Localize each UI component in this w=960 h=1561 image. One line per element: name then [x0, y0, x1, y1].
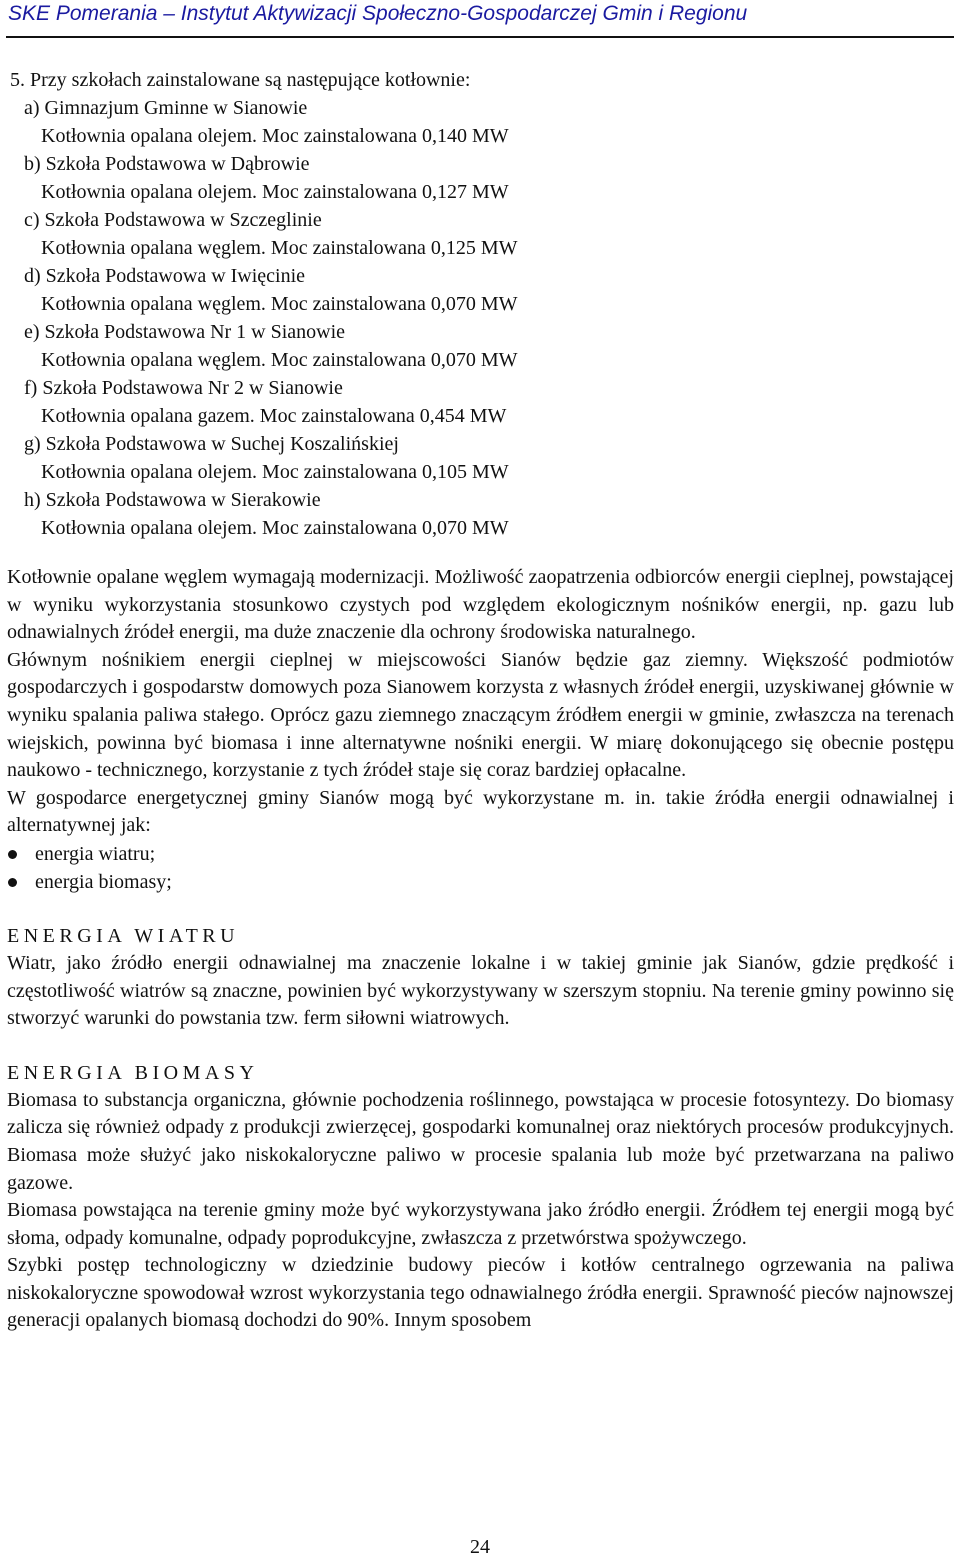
boiler-info: Kotłownia opalana gazem. Moc zainstalowana 0,454 MW: [41, 405, 507, 427]
section-heading-biomass: ENERGIA BIOMASY: [7, 1061, 259, 1084]
paragraph-main-heat-source: Głównym nośnikiem energii cieplnej w miejscowości Sianów będzie gaz ziemny. Większość podmiotów gospodarczych i gospodarstw domowych poza Sianowem korzysta z własnych źródeł energii, uzyskiwanej głównie w wyniku spalania paliwa stałego. Oprócz gazu ziemnego znaczącym źródłem energii w gminie, zwłaszcza na terenach wiejskich, powinna być biomasa i inne alternatywne nośniki energii. W miarę dokonującego się obecnie postępu naukowo - technicznego, korzystanie z tych źródeł staje się coraz bardziej opłacalne.: [7, 648, 954, 782]
boiler-list-heading: 5. Przy szkołach zainstalowane są następujące kotłownie:: [10, 69, 471, 91]
boiler-info: Kotłownia opalana węglem. Moc zainstalowana 0,070 MW: [41, 293, 518, 315]
school-name: a) Gimnazjum Gminne w Sianowie: [24, 97, 308, 119]
section-heading-wind: ENERGIA WIATRU: [7, 924, 240, 947]
header-title: SKE Pomerania – Instytut Aktywizacji Społeczno-Gospodarczej Gmin i Regionu: [8, 2, 748, 25]
school-name: h) Szkoła Podstawowa w Sierakowie: [24, 489, 321, 511]
bullet-icon: [8, 850, 17, 859]
school-name: e) Szkoła Podstawowa Nr 1 w Sianowie: [24, 321, 346, 343]
school-name: c) Szkoła Podstawowa w Szczeglinie: [24, 209, 322, 231]
boiler-info: Kotłownia opalana olejem. Moc zainstalowana 0,140 MW: [41, 125, 509, 147]
bullet-icon: [8, 878, 17, 887]
boiler-info: Kotłownia opalana olejem. Moc zainstalowana 0,127 MW: [41, 181, 509, 203]
school-name: g) Szkoła Podstawowa w Suchej Koszalińskiej: [24, 433, 399, 455]
school-name: f) Szkoła Podstawowa Nr 2 w Sianowie: [24, 377, 343, 399]
boiler-info: Kotłownia opalana olejem. Moc zainstalowana 0,070 MW: [41, 517, 509, 539]
list-item-text: energia wiatru;: [35, 842, 156, 865]
boiler-info: Kotłownia opalana węglem. Moc zainstalowana 0,070 MW: [41, 349, 518, 371]
paragraph-biomass-definition: Biomasa to substancja organiczna, głównie pochodzenia roślinnego, powstająca w procesie fotosyntezy. Do biomasy zalicza się również odpady z produkcji zwierzęcej, gospodarki komunalnej oraz niektórych procesów produkcyjnych. Biomasa może służyć jako niskokaloryczne paliwo w procesie spalania lub może być przetwarzana na paliwo gazowe.: [7, 1088, 954, 1194]
document-body: [7, 564, 954, 1335]
paragraph-wind: Wiatr, jako źródło energii odnawialnej ma znaczenie lokalne i w takiej gminie jak Sianów, gdzie prędkość i częstotliwość wiatrów są znaczne, powinien być wykorzystywany w szerszym stopniu. Na terenie gminy powinno się stworzyć warunki do powstania tzw. ferm siłowni wiatrowych.: [7, 951, 954, 1030]
school-name: d) Szkoła Podstawowa w Iwięcinie: [24, 265, 306, 287]
renewable-sources-list: [7, 840, 954, 896]
list-item: [7, 840, 954, 868]
paragraph-biomass-technology: Szybki postęp technologiczny w dziedzinie budowy pieców i kotłów centralnego ogrzewania na paliwa niskokaloryczne spowodował wzrost wykorzystania tego odnawialnego źródła energii. Sprawność pieców najnowszej generacji opalanych biomasą dochodzi do 90%. Innym sposobem: [7, 1254, 954, 1332]
paragraph-biomass-local: Biomasa powstająca na terenie gminy może być wykorzystywana jako źródło energii. Źródłem tej energii mogą być słoma, odpady komunalne, odpady poprodukcyjne, zwłaszcza z przetwórstwa spożywczego.: [7, 1199, 954, 1249]
paragraph-modernization: Kotłownie opalane węglem wymagają modernizacji. Możliwość zaopatrzenia odbiorców energii cieplnej, powstającej w wyniku wykorzystania stosunkowo czystych pod względem ekologicznym nośników energii, np. gazu lub odnawialnych źródeł energii, ma duże znaczenie dla ochrony środowiska naturalnego.: [7, 566, 954, 644]
boiler-info: Kotłownia opalana olejem. Moc zainstalowana 0,105 MW: [41, 461, 509, 483]
list-item: [7, 868, 954, 896]
school-name: b) Szkoła Podstawowa w Dąbrowie: [24, 153, 310, 175]
paragraph-renewable-sources: W gospodarce energetycznej gminy Sianów mogą być wykorzystane m. in. takie źródła energii odnawialnej i alternatywnej jak:: [7, 786, 954, 837]
page-number: 24: [470, 1536, 490, 1558]
list-item-text: energia biomasy;: [35, 870, 172, 893]
page-header: [6, 0, 954, 38]
boiler-list: [10, 66, 950, 542]
boiler-info: Kotłownia opalana węglem. Moc zainstalowana 0,125 MW: [41, 237, 518, 259]
